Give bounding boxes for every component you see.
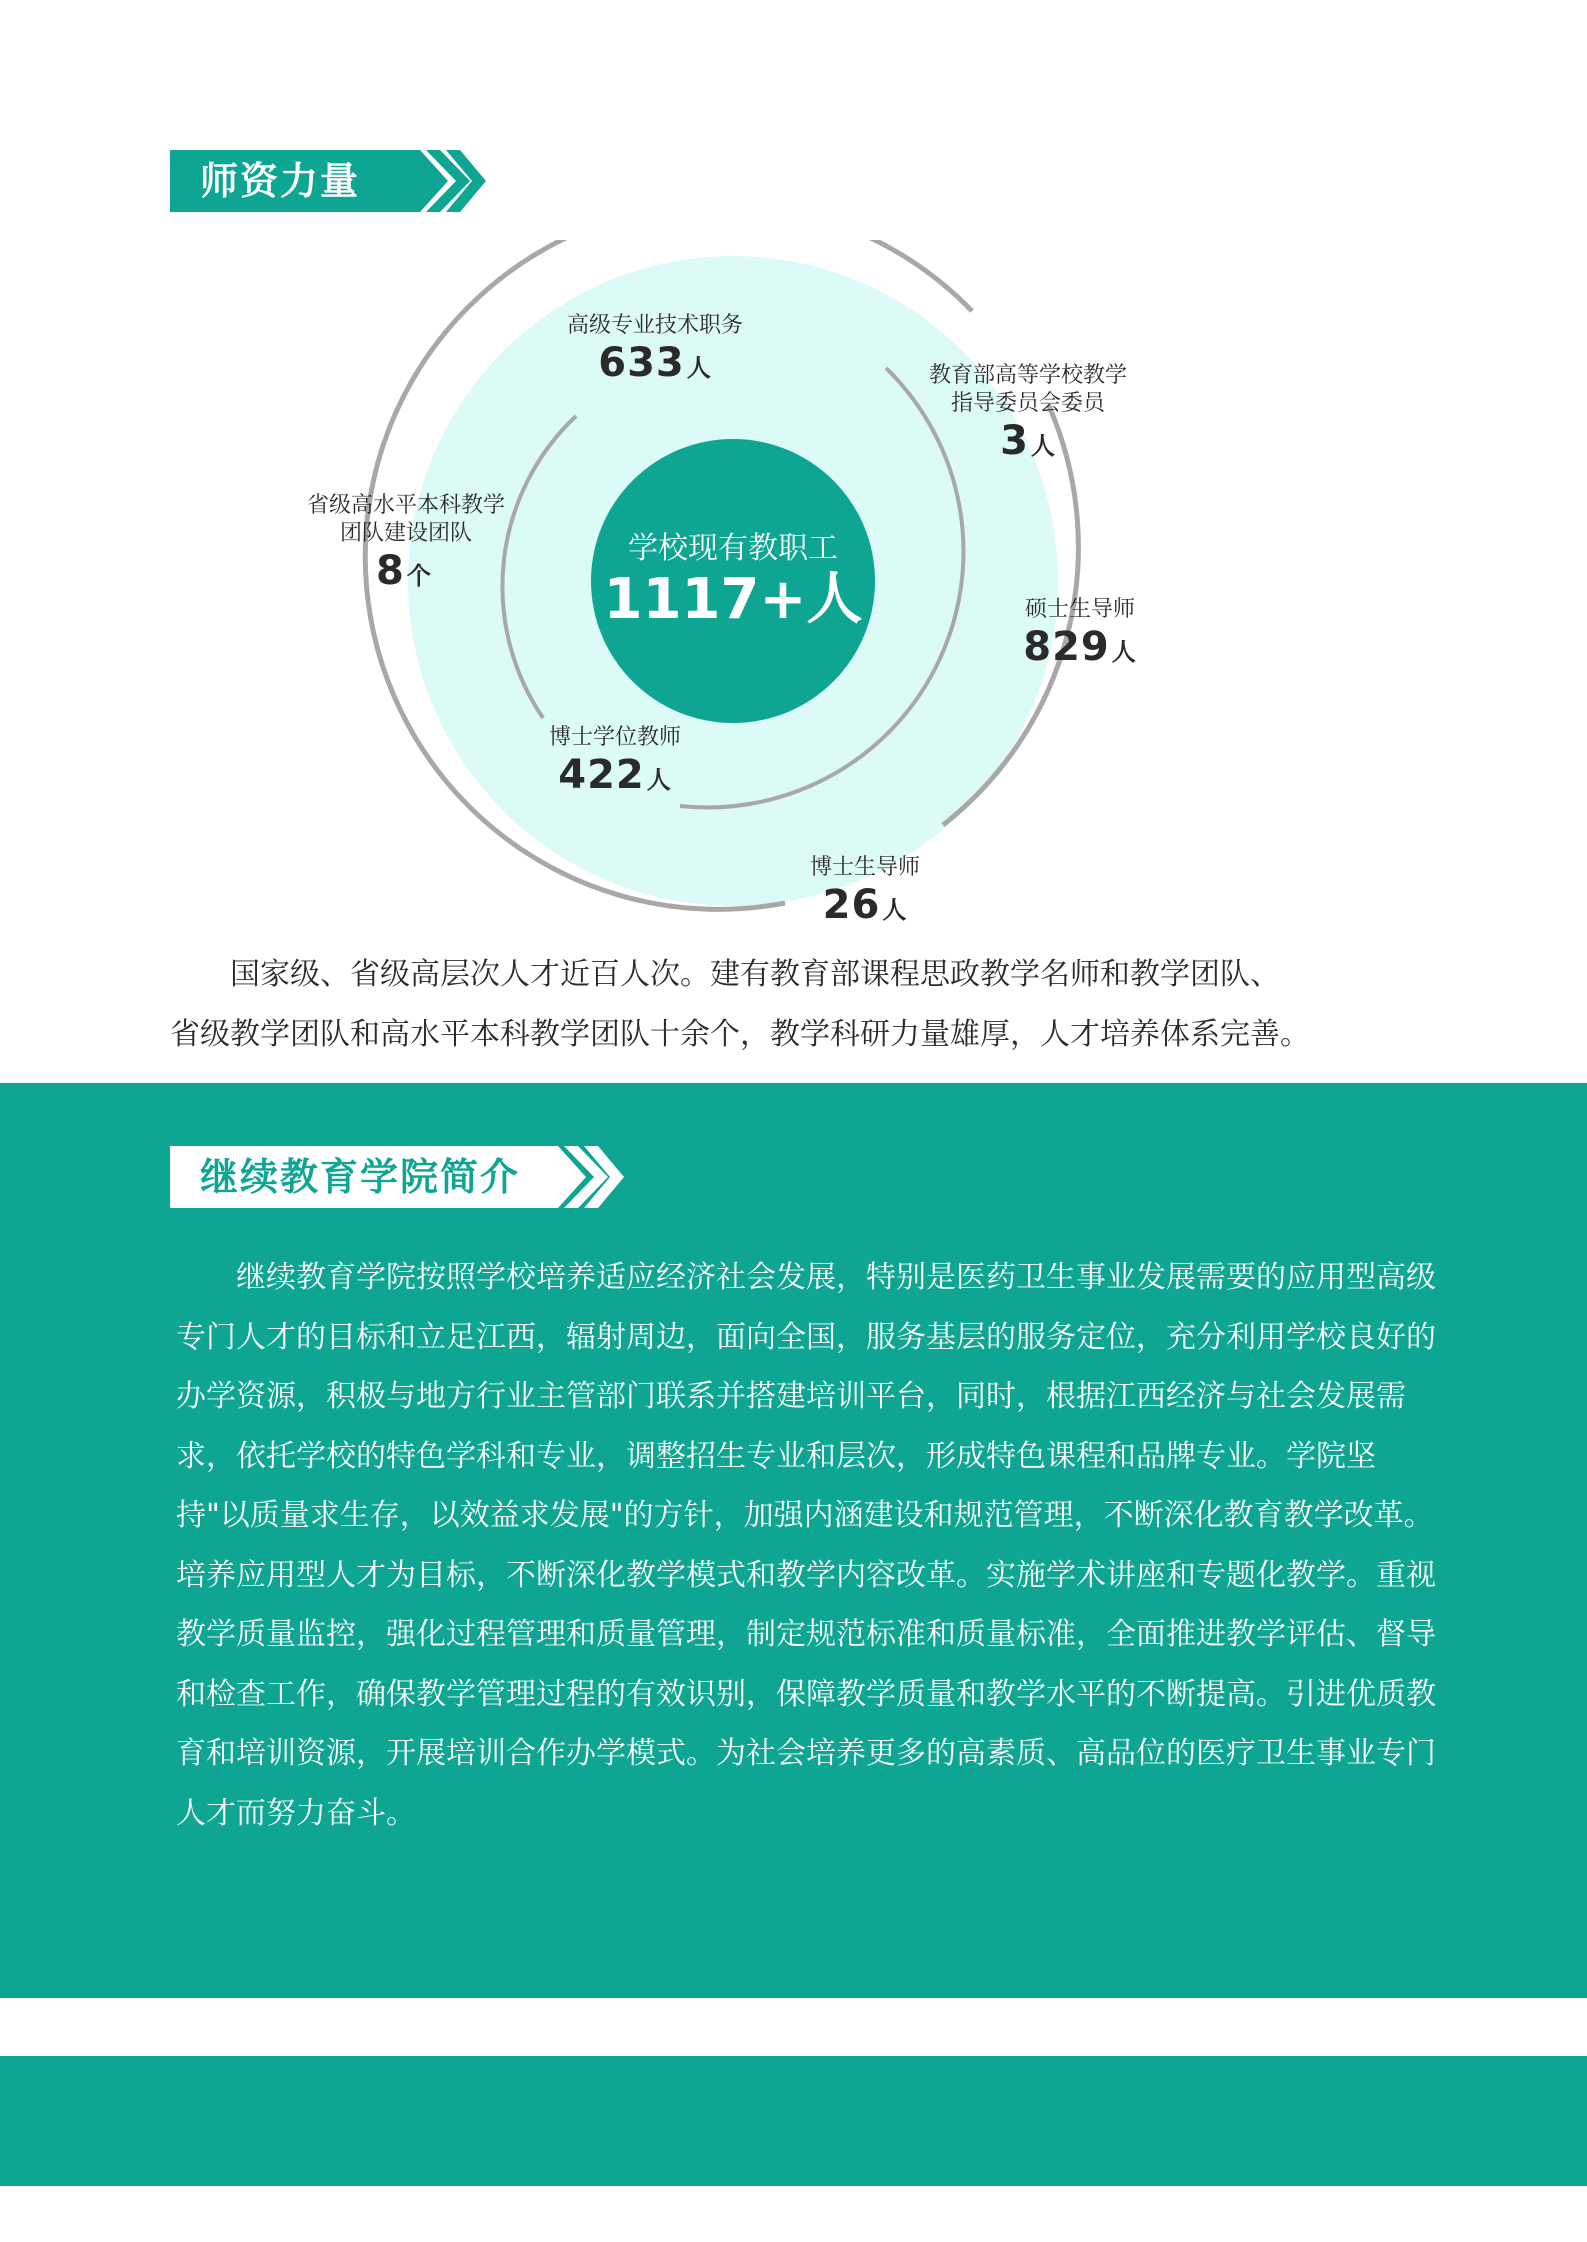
stat-provincial-teams: 省级高水平本科教学 团队建设团队 8个 xyxy=(306,493,505,594)
continuing-education-intro-text: 继续教育学院按照学校培养适应经济社会发展，特别是医药卫生事业发展需要的应用型高级专门人才的目标和立足江西，辐射周边，面向全国，服务基层的服务定位，充分利用学校良好的办学资源，积极与地方行业主管部门联系并搭建培训平台，同时，根据江西经济与社会发展需求，依托学校的特色学科和专业，调整招生专业和层次，形成特色课程和品牌专业。学院坚持"以质量求生存，以效益求发展"的方针，加强内涵建设和规范管理，不断深化教育教学改革。培养应用型人才为目标，不断深化教学模式和教学内容改革。实施学术讲座和专题化教学。重视教学质量监控，强化过程管理和质量管理，制定规范标准和质量标准，全面推进教学评估、督导和检查工作，确保教学管理过程的有效识别，保障教学质量和教学水平的不断提高。引进优质教育和培训资源，开展培训合作办学模式。为社会培养更多的高素质、高品位的医疗卫生事业专门人才而努力奋斗。 xyxy=(176,1260,1436,1831)
stat-master-supervisors: 硕士生导师 829人 xyxy=(1023,597,1137,670)
stat-moe-committee-members: 教育部高等学校教学 指导委员会委员 3人 xyxy=(928,363,1127,464)
section-heading-continuing-education xyxy=(170,1146,624,1208)
section-heading-teaching-staff xyxy=(170,150,486,212)
stat-phd-teachers: 博士学位教师 422人 xyxy=(548,725,681,798)
staff-statistics-diagram xyxy=(0,240,1587,940)
stat-phd-supervisors: 博士生导师 26人 xyxy=(809,855,920,928)
stat-senior-titles: 高级专业技术职务 633人 xyxy=(566,313,743,386)
footer-band xyxy=(0,2056,1587,2186)
total-staff-label: 学校现有教职工 1117+人 xyxy=(603,531,863,632)
section-title: 师资力量 xyxy=(200,159,361,203)
section-title: 继续教育学院简介 xyxy=(200,1155,521,1199)
talent-paragraph: 国家级、省级高层次人才近百人次。建有教育部课程思政教学名师和教学团队、 省级教学团队和高水平本科教学团队十余个，教学科研力量雄厚，人才培养体系完善。 xyxy=(170,957,1310,1052)
